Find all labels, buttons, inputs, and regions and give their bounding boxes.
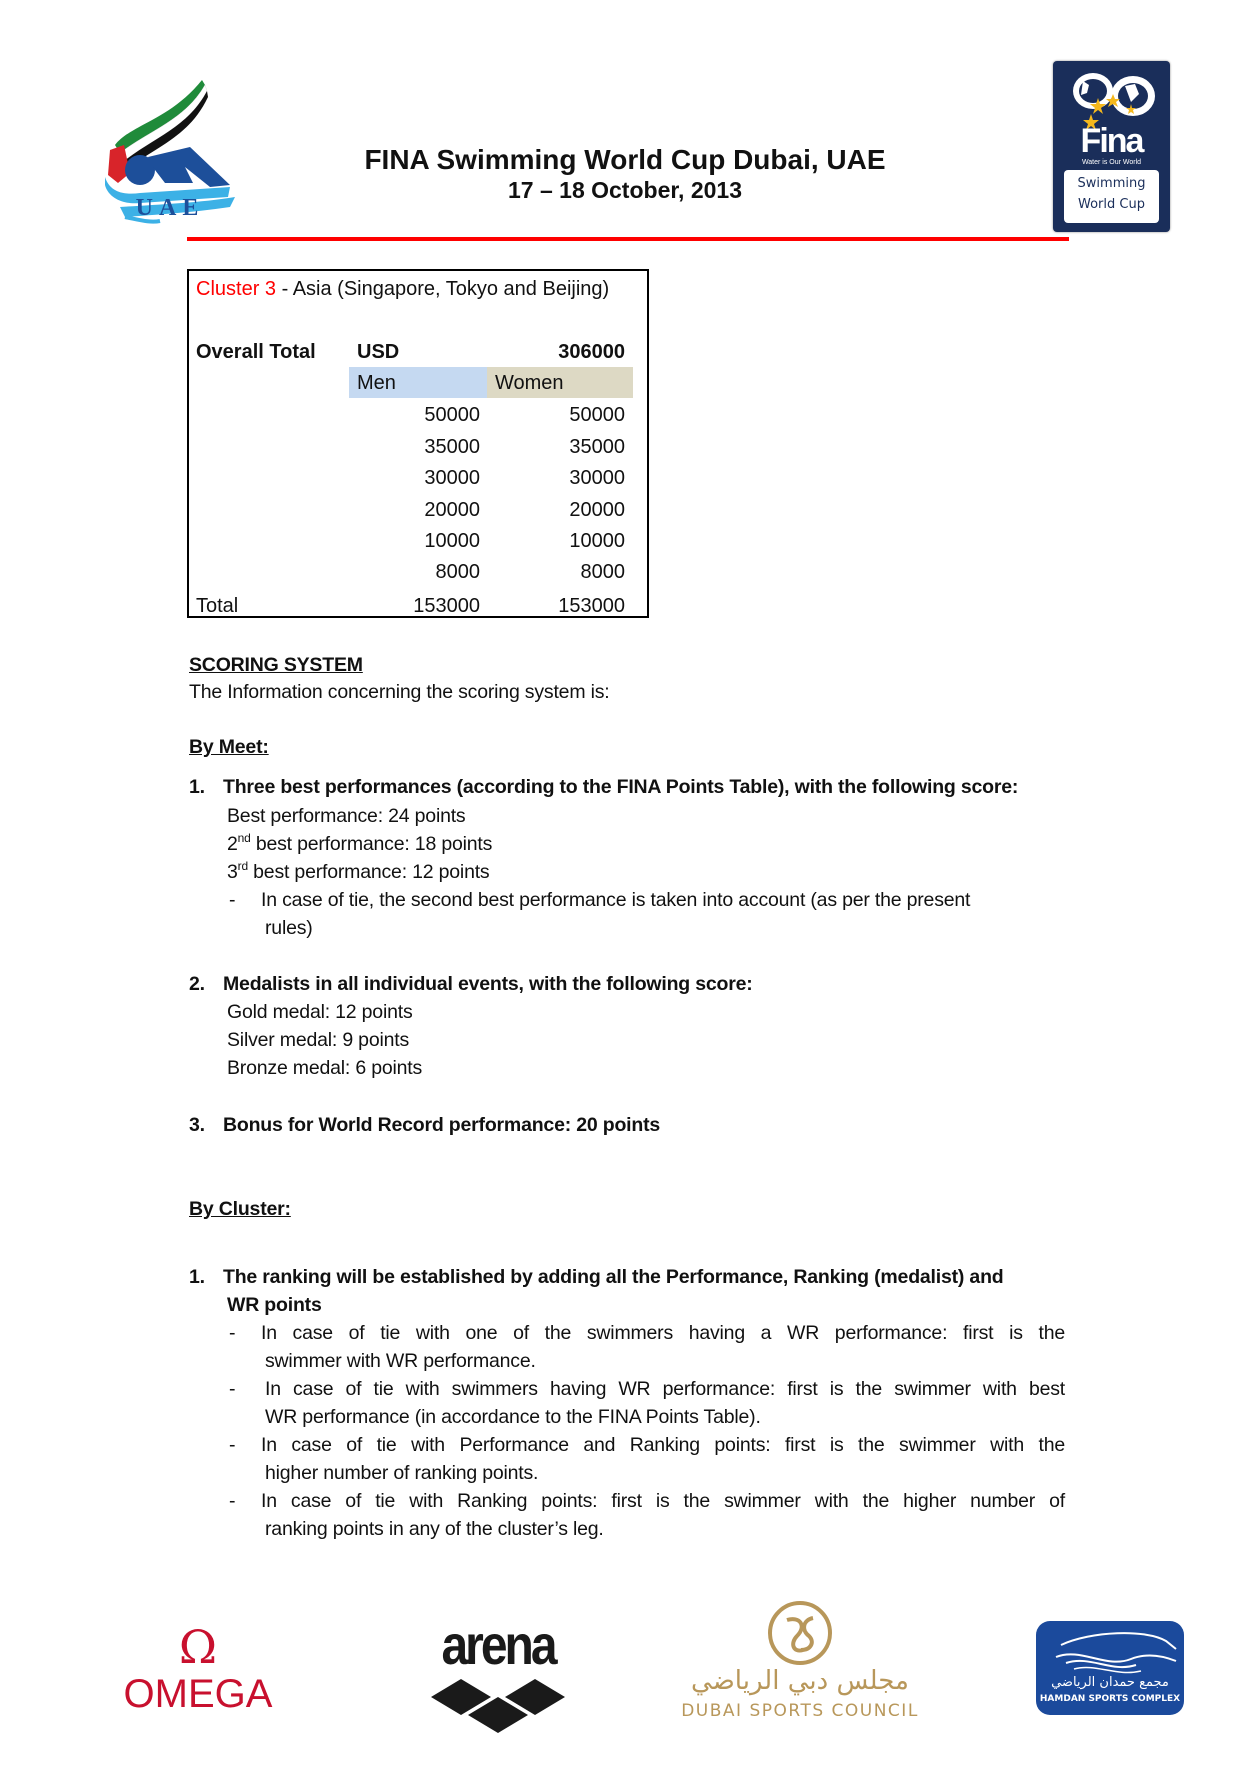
prize-men-4: 20000 bbox=[424, 499, 480, 521]
meet-item-3-title: Bonus for World Record performance: 20 points bbox=[223, 1114, 661, 1136]
sponsor-hamdan-sports-complex-logo bbox=[1036, 1621, 1184, 1715]
meet-item-1-title: Three best performances (according to the FINA Points Table), with the following score: bbox=[223, 776, 1019, 798]
ordinal-suffix: rd bbox=[237, 859, 248, 873]
meet-item-1-number: 1. bbox=[189, 776, 205, 798]
fina-wordmark: Fina bbox=[1080, 122, 1143, 160]
meet-item-2-number: 2. bbox=[189, 973, 205, 995]
column-header-men bbox=[349, 367, 487, 398]
meet-item-1-line-1: Best performance: 24 points bbox=[227, 805, 466, 827]
omega-wordmark: OMEGA bbox=[123, 1672, 273, 1716]
dubai-sports-council-arabic: مجلس دبي الرياضي bbox=[691, 1666, 909, 1696]
prize-women-3: 30000 bbox=[569, 467, 625, 489]
by-meet-heading: By Meet: bbox=[189, 736, 269, 758]
ordinal-number: 2 bbox=[227, 833, 238, 855]
prize-women-2: 35000 bbox=[569, 436, 625, 458]
by-cluster-heading: By Cluster: bbox=[189, 1198, 291, 1220]
ordinal-suffix: nd bbox=[237, 831, 251, 845]
bullet-dash: - bbox=[229, 1322, 236, 1344]
line-text: best performance: 18 points bbox=[250, 833, 493, 855]
meet-item-1-note-line-1: In case of tie, the second best performance is taken into account (as per the present bbox=[261, 889, 971, 911]
prize-women-6: 8000 bbox=[580, 561, 625, 583]
sponsor-dubai-sports-council-logo bbox=[680, 1598, 920, 1733]
meet-item-1-note-line-2: rules) bbox=[265, 917, 313, 939]
fina-world-cup-logo bbox=[1053, 61, 1170, 232]
cluster-note-2-line-2: WR performance (in accordance to the FINA Points Table). bbox=[265, 1406, 761, 1428]
bullet-dash: - bbox=[229, 1490, 236, 1512]
bullet-dash: - bbox=[229, 1378, 236, 1400]
bullet-dash: - bbox=[229, 889, 236, 911]
cluster-note-1-line-2: swimmer with WR performance. bbox=[265, 1350, 536, 1372]
total-label: Total bbox=[196, 595, 239, 617]
meet-item-2-line-1: Gold medal: 12 points bbox=[227, 1001, 413, 1023]
arena-wordmark: arena bbox=[441, 1615, 555, 1677]
cluster-note-3-line-1: In case of tie with Performance and Ranking points: first is the swimmer with the bbox=[261, 1434, 1065, 1456]
hamdan-arabic: مجمع حمدان الرياضي bbox=[1051, 1675, 1169, 1690]
omega-symbol-icon: Ω bbox=[178, 1620, 218, 1674]
prize-men-2: 35000 bbox=[424, 436, 480, 458]
line-text: best performance: 12 points bbox=[247, 861, 490, 883]
meet-item-3-number: 3. bbox=[189, 1114, 205, 1136]
prize-women-1: 50000 bbox=[569, 404, 625, 426]
overall-total-value: 306000 bbox=[558, 341, 625, 363]
prize-women-5: 10000 bbox=[569, 530, 625, 552]
column-header-women bbox=[487, 367, 633, 398]
overall-total-label: Overall Total bbox=[196, 341, 316, 363]
ordinal-number: 3 bbox=[227, 861, 238, 883]
hamdan-complex-building-icon bbox=[1036, 1627, 1184, 1677]
total-men: 153000 bbox=[413, 595, 480, 617]
currency-label: USD bbox=[357, 341, 400, 363]
cluster-note-4-line-2: ranking points in any of the cluster’s leg. bbox=[265, 1518, 604, 1540]
arena-diamonds-icon bbox=[428, 1677, 568, 1737]
prize-men-3: 30000 bbox=[424, 467, 480, 489]
world-cup-badge bbox=[1064, 170, 1159, 223]
meet-item-1-line-2 bbox=[227, 832, 492, 856]
cluster-item-1-number: 1. bbox=[189, 1266, 205, 1288]
bullet-dash: - bbox=[229, 1434, 236, 1456]
prize-men-5: 10000 bbox=[424, 530, 480, 552]
dubai-sports-council-english: DUBAI SPORTS COUNCIL bbox=[681, 1701, 919, 1721]
cluster-note-4-line-1: In case of tie with Ranking points: first is the swimmer with the higher number of bbox=[261, 1490, 1065, 1512]
sponsor-arena-logo bbox=[428, 1615, 568, 1737]
total-women: 153000 bbox=[558, 595, 625, 617]
prize-men-6: 8000 bbox=[435, 561, 480, 583]
cluster-item-1-title-line-1: The ranking will be established by adding all the Performance, Ranking (medalist) and bbox=[223, 1266, 1004, 1288]
event-date: 17 – 18 October, 2013 bbox=[508, 177, 742, 203]
meet-item-1-line-3 bbox=[227, 860, 489, 884]
column-header-women-label: Women bbox=[495, 372, 564, 394]
cluster-label: Cluster 3 bbox=[196, 278, 277, 300]
dubai-sports-council-emblem-icon bbox=[765, 1598, 835, 1668]
scoring-heading: SCORING SYSTEM bbox=[189, 654, 363, 676]
cluster-item-1-title-line-2: WR points bbox=[227, 1294, 322, 1316]
cluster-heading bbox=[196, 277, 609, 301]
document-title: FINA Swimming World Cup Dubai, UAE bbox=[364, 144, 886, 175]
sponsor-omega-logo bbox=[108, 1620, 288, 1718]
meet-item-2-line-3: Bronze medal: 6 points bbox=[227, 1057, 423, 1079]
uae-logo-text: UAE bbox=[135, 195, 205, 221]
cluster-note-3-line-2: higher number of ranking points. bbox=[265, 1462, 539, 1484]
cluster-note-1-line-1: In case of tie with one of the swimmers having a WR performance: first is the bbox=[261, 1322, 1065, 1344]
prize-men-1: 50000 bbox=[424, 404, 480, 426]
column-header-men-label: Men bbox=[357, 372, 396, 394]
cluster-description: - Asia (Singapore, Tokyo and Beijing) bbox=[276, 278, 610, 300]
world-cup-line2: World Cup bbox=[1078, 197, 1145, 212]
world-cup-line1: Swimming bbox=[1077, 176, 1146, 191]
cluster-note-2-line-1: In case of tie with swimmers having WR performance: first is the swimmer with best bbox=[265, 1378, 1065, 1400]
meet-item-2-title: Medalists in all individual events, with the following score: bbox=[223, 973, 753, 995]
scoring-intro: The Information concerning the scoring system is: bbox=[189, 681, 610, 703]
fina-tagline: Water is Our World bbox=[1081, 159, 1142, 166]
hamdan-english: HAMDAN SPORTS COMPLEX bbox=[1039, 1694, 1181, 1704]
header-divider bbox=[187, 237, 1069, 241]
prize-women-4: 20000 bbox=[569, 499, 625, 521]
meet-item-2-line-2: Silver medal: 9 points bbox=[227, 1029, 410, 1051]
